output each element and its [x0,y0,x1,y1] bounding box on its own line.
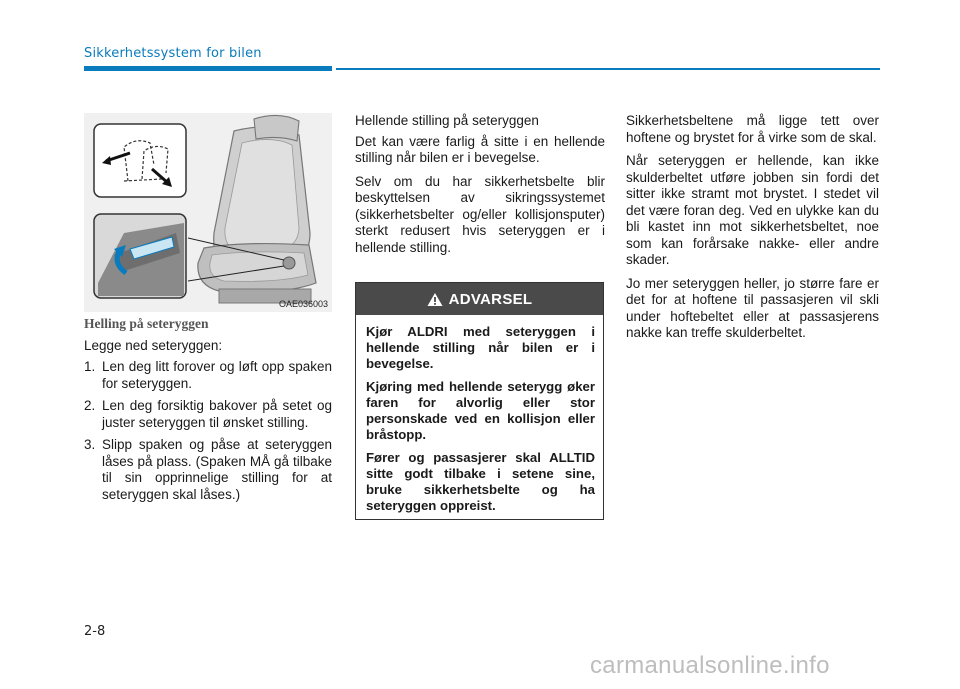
paragraph: Jo mer seteryggen heller, jo større fare er det for at hoftene til passasjeren vil skli under hoftebeltet eller at passasjerens nakke kan treffe skulderbeltet. [626,275,879,340]
warning-triangle-icon [427,292,443,307]
step-number: 3. [84,437,96,452]
list-item [84,398,332,431]
paragraph-heading: Hellende stilling på seteryggen [355,113,539,128]
left-column [84,316,332,509]
paragraph: Når seteryggen er hellende, kan ikke skulderbeltet utføre jobben sin fordi det sitter ikke stramt mot brystet. I stedet vil det være foran deg. Ved en ulykke kan du bli kastet inn mot sikkerhetsbeltet, noe som kan forårsake nakke- eller andre skader. [626,153,879,267]
seat-illustration [84,113,332,312]
list-item [84,359,332,392]
warning-text: Kjør ALDRI med seteryggen i hellende stilling når bilen er i bevegelse. [366,324,595,371]
header-rule-thin [336,68,880,70]
step-text: Len deg forsiktig bakover på setet og juster seteryggen til ønsket stilling. [102,398,332,430]
step-number: 1. [84,359,96,374]
steps-list [84,359,332,503]
step-text: Len deg litt forover og løft opp spaken for seteryggen. [102,359,332,391]
warning-text: Fører og passasjerer skal ALLTID sitte godt tilbake i setene sine, bruke sikkerhetsbelte og ha seteryggen oppreist. [366,450,595,513]
warning-title: ADVARSEL [448,290,533,308]
page-number: 2-8 [84,624,106,639]
warning-text: Kjøring med hellende seterygg øker faren for alvorlig eller stor personskade ved en kollisjon eller bråstopp. [366,379,595,442]
paragraph: Selv om du har sikkerhetsbelte blir beskyttelsen av sikringssystemet (sikkerhetsbelter og/eller kollisjonsputer) sterkt redusert hvis seteryggen er i hellende stilling. [355,173,605,255]
figure-code: OAE036003 [278,299,328,309]
section-heading: Helling på seteryggen [84,316,209,331]
middle-column [355,113,605,263]
warning-box [355,282,604,520]
intro-text: Legge ned seteryggen: [84,337,223,353]
section-title: Sikkerhetssystem for bilen [84,46,262,61]
warning-body [356,315,603,514]
paragraph: Sikkerhetsbeltene må ligge tett over hoftene og brystet for å virke som de skal. [626,113,879,145]
paragraph: Det kan være farlig å sitte i en hellende stilling når bilen er i bevegelse. [355,133,605,165]
list-item [84,437,332,503]
header-rule-thick [84,66,332,71]
step-text: Slipp spaken og påse at seteryggen låses på plass. (Spaken MÅ gå tilbake til sin opprinnelige stilling for at seteryggen skal låses.) [102,437,332,502]
watermark: carmanualsonline.info [590,652,830,679]
seat-recline-illustration [84,113,332,312]
step-number: 2. [84,398,96,413]
warning-header [356,283,603,315]
right-column [626,113,879,349]
